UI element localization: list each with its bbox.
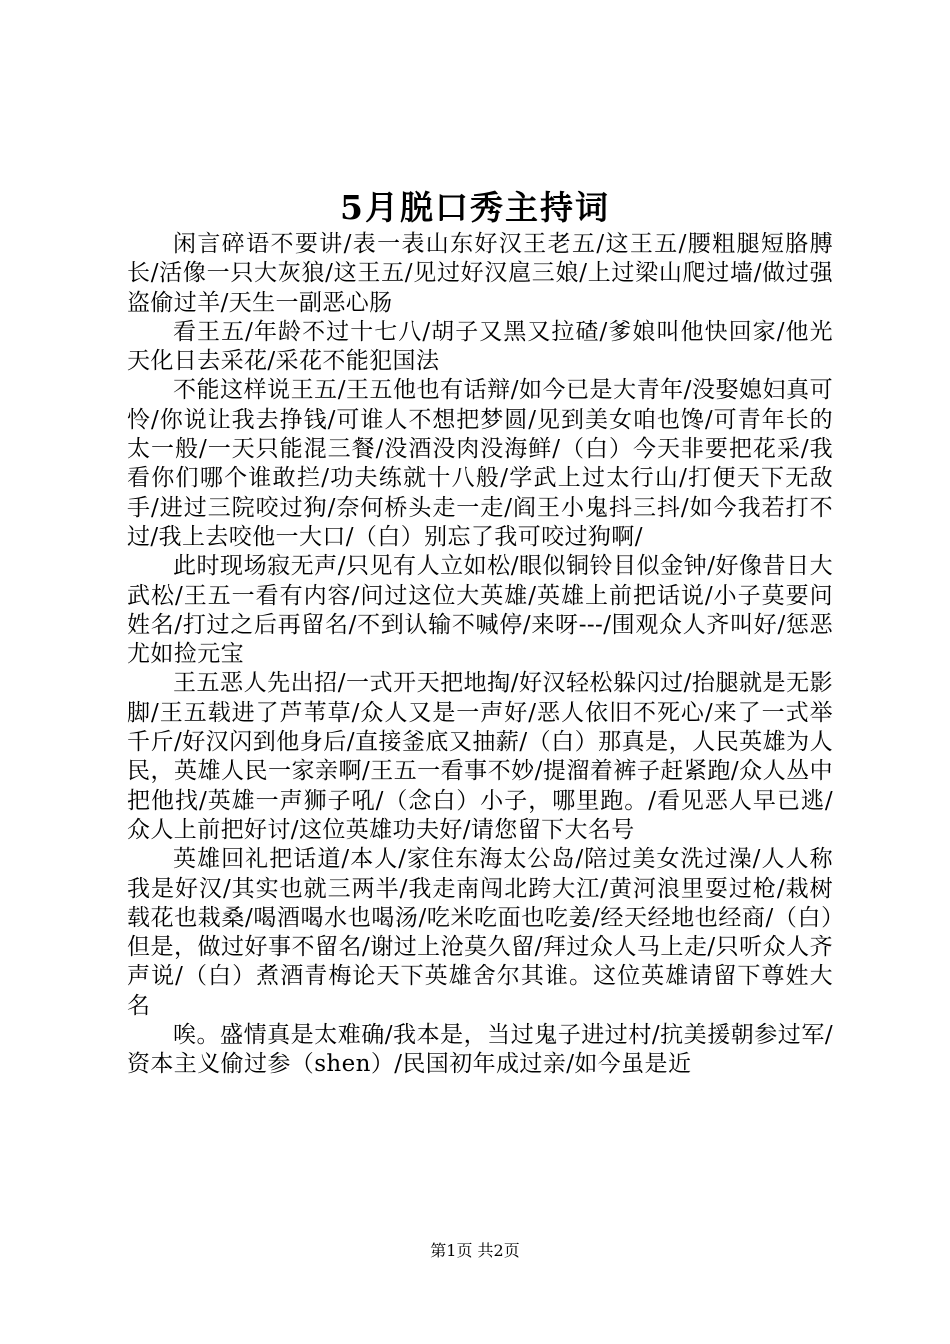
document-title: 5月脱口秀主持词 [340,188,610,227]
paragraph: 看王五/年龄不过十七八/胡子又黑又拉碴/爹娘叫他快回家/他光天化日去采花/采花不能犯国法 [127,318,833,375]
page-footer: 第1页 共2页 [430,1241,520,1260]
paragraph: 英雄回礼把话道/本人/家住东海太公岛/陪过美女洗过澡/人人称我是好汉/其实也就三两半/我走南闯北跨大江/黄河浪里耍过枪/栽树载花也栽桑/喝酒喝水也喝汤/吃米吃面也吃姜/经天经地也经商/（白）但是，做过好事不留名/谢过上沧莫久留/拜过众人马上走/只听众人齐声说/（白）煮酒青梅论天下英雄舍尔其谁。这位英雄请留下尊姓大名 [127,846,833,1019]
paragraph: 不能这样说王五/王五他也有话辩/如今已是大青年/没娶媳妇真可怜/你说让我去挣钱/可谁人不想把梦圆/见到美女咱也馋/可青年长的太一般/一天只能混三餐/没酒没肉没海鲜/（白）今天非要把花采/我看你们哪个谁敢拦/功夫练就十八般/学武上过太行山/打便天下无敌手/进过三院咬过狗/奈何桥头走一走/阎王小鬼抖三抖/如今我若打不过/我上去咬他一大口/（白）别忘了我可咬过狗啊/ [127,377,833,550]
paragraph: 闲言碎语不要讲/表一表山东好汉王老五/这王五/腰粗腿短胳膊长/活像一只大灰狼/这王五/见过好汉扈三娘/上过梁山爬过墙/做过强盗偷过羊/天生一副恶心肠 [127,231,833,316]
paragraph: 此时现场寂无声/只见有人立如松/眼似铜铃目似金钟/好像昔日大武松/王五一看有内容/问过这位大英雄/英雄上前把话说/小子莫要问姓名/打过之后再留名/不到认输不喊停/来呀---/围观众人齐叫好/惩恶尤如捡元宝 [127,553,833,668]
document-body [127,230,833,1080]
paragraph: 王五恶人先出招/一式开天把地掏/好汉轻松躲闪过/抬腿就是无影脚/王五载进了芦苇草/众人又是一声好/恶人依旧不死心/来了一式举千斤/好汉闪到他身后/直接釜底又抽薪/（白）那真是，人民英雄为人民，英雄人民一家亲啊/王五一看事不妙/提溜着裤子赶紧跑/众人丛中把他找/英雄一声狮子吼/（念白）小子，哪里跑。/看见恶人早已逃/众人上前把好讨/这位英雄功夫好/请您留下大名号 [127,670,833,843]
paragraph: 唉。盛情真是太难确/我本是，当过鬼子进过村/抗美援朝参过军/资本主义偷过参（shen）/民国初年成过亲/如今虽是近 [127,1022,833,1078]
